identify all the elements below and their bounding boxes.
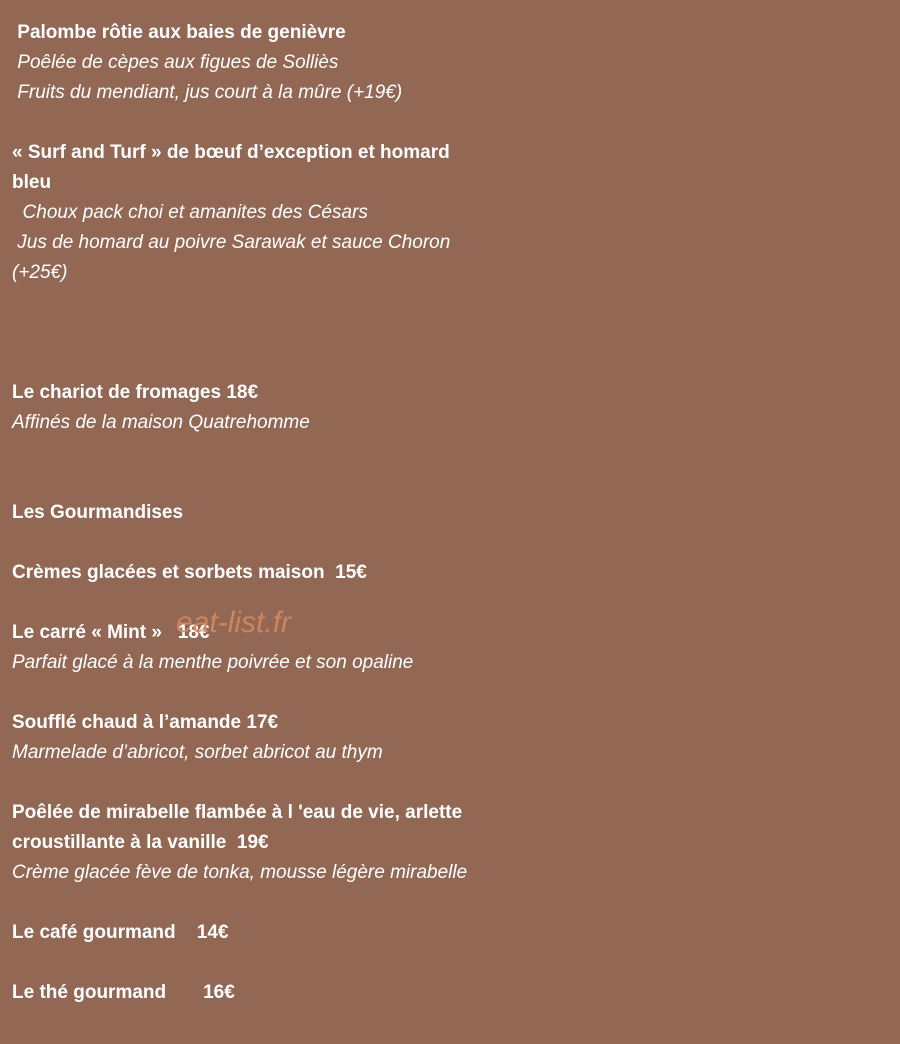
dish-title: Poêlée de mirabelle flambée à l 'eau de vie, arlette	[12, 802, 463, 823]
section-heading: Les Gourmandises	[12, 502, 184, 523]
dish-description: Jus de homard au poivre Sarawak et sauce Choron	[12, 232, 451, 253]
dish-description: Affinés de la maison Quatrehomme	[12, 412, 310, 433]
dish-title: Le chariot de fromages 18€	[12, 382, 259, 403]
dish-description: (+25€)	[12, 262, 68, 283]
dish-title: Palombe rôtie aux baies de genièvre	[12, 22, 346, 43]
dish-title: Le carré « Mint » 18€	[12, 622, 210, 643]
dish-description: Fruits du mendiant, jus court à la mûre (+19€)	[12, 82, 403, 103]
dish-title: croustillante à la vanille 19€	[12, 832, 269, 853]
dish-title: Soufflé chaud à l’amande 17€	[12, 712, 279, 733]
dish-title: Crèmes glacées et sorbets maison 15€	[12, 562, 367, 583]
dish-description: Parfait glacé à la menthe poivrée et son opaline	[12, 652, 414, 673]
dish-title: Le café gourmand 14€	[12, 922, 229, 943]
dish-description: Poêlée de cèpes aux figues de Solliès	[12, 52, 339, 73]
dish-title: « Surf and Turf » de bœuf d’exception et homard	[12, 142, 450, 163]
watermark: eat-list.fr	[176, 606, 292, 639]
dish-description: Crème glacée fève de tonka, mousse légère mirabelle	[12, 862, 468, 883]
dish-description: Choux pack choi et amanites des Césars	[12, 202, 368, 223]
dish-description: Marmelade d’abricot, sorbet abricot au thym	[12, 742, 383, 763]
dish-title: Le thé gourmand 16€	[12, 982, 235, 1003]
dish-title: bleu	[12, 172, 52, 193]
